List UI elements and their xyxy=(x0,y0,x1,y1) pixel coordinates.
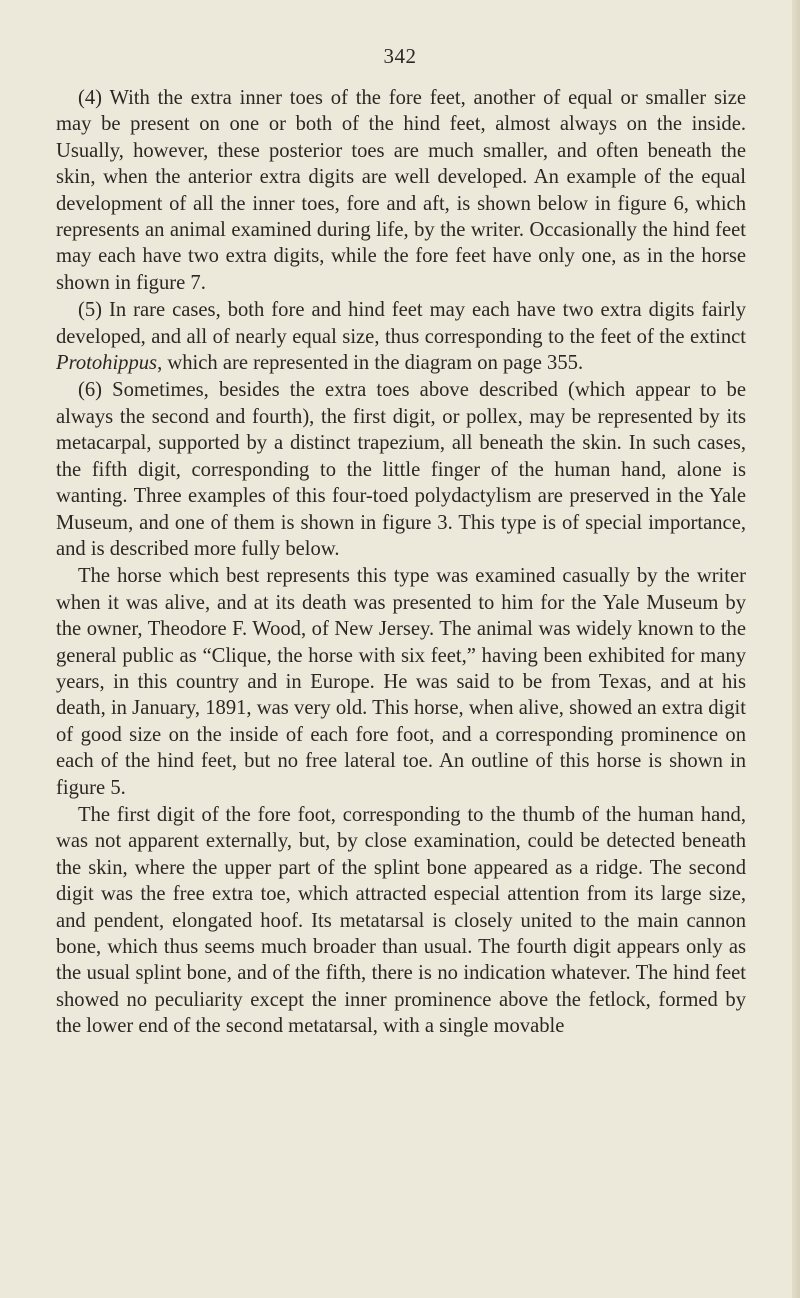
paragraph-horse-clique: The horse which best represents this type was examined casually by the writer when it was alive, and at its death was presented to him for the Yale Museum by the owner, Theodore F. Wood, of New Jersey. The animal was widely known to the general public as “Clique, the horse with six feet,” having been exhibited for many years, in this country and in Europe. He was said to be from Texas, and at his death, in January, 1891, was very old. This horse, when alive, showed an extra digit of good size on the inside of each fore foot, and a corresponding prominence on each of the hind feet, but no free lateral toe. An outline of this horse is shown in figure 5. xyxy=(56,565,746,799)
paragraph-first-digit: The first digit of the fore foot, corresponding to the thumb of the human hand, was not apparent externally, but, by close examination, could be detected beneath the skin, where the upper part of the splint bone appeared as a ridge. The second digit was the free extra toe, which attracted especial attention from its large size, and pendent, elongated hoof. Its metatarsal is closely united to the main cannon bone, which thus seems much broader than usual. The fourth digit appears only as the usual splint bone, and of the fifth, there is no indication whatever. The hind feet showed no peculiarity except the inner prominence above the fetlock, formed by the lower end of the second metatarsal, with a single movable xyxy=(56,803,746,1038)
paragraph-5-end: , which are represented in the diagram on page 355. xyxy=(157,352,584,375)
paragraph-5-start: (5) In rare cases, both fore and hind feet may each have two extra digits fairly developed, and all of nearly equal size, thus corresponding to the feet of the extinct xyxy=(56,299,746,348)
page-number: 342 xyxy=(383,44,417,68)
genus-name: Protohippus xyxy=(56,352,158,375)
paragraph-5 xyxy=(56,297,746,376)
paragraph-6: (6) Sometimes, besides the extra toes above described (which appear to be always the second and fourth), the first digit, or pollex, may be represented by its metacarpal, supported by a distinct trapezium, all beneath the skin. In such cases, the fifth digit, corresponding to the little finger of the human hand, alone is wanting. Three examples of this four-toed polydactylism are preserved in the Yale Museum, and one of them is shown in figure 3. This type is of special importance, and is described more fully below. xyxy=(56,379,746,560)
paragraph-4: (4) With the extra inner toes of the fore feet, another of equal or smaller size may be present on one or both of the hind feet, almost always on the inside. Usually, however, these posterior toes are much smaller, and often beneath the skin, when the anterior extra digits are well developed. An example of the equal development of all the inner toes, fore and aft, is shown below in figure 6, which represents an animal examined during life, by the writer. Occasionally the hind feet may each have two extra digits, while the fore feet have only one, as in the horse shown in figure 7. xyxy=(56,87,746,294)
page-edge xyxy=(792,0,800,1298)
body-text xyxy=(56,85,746,1040)
